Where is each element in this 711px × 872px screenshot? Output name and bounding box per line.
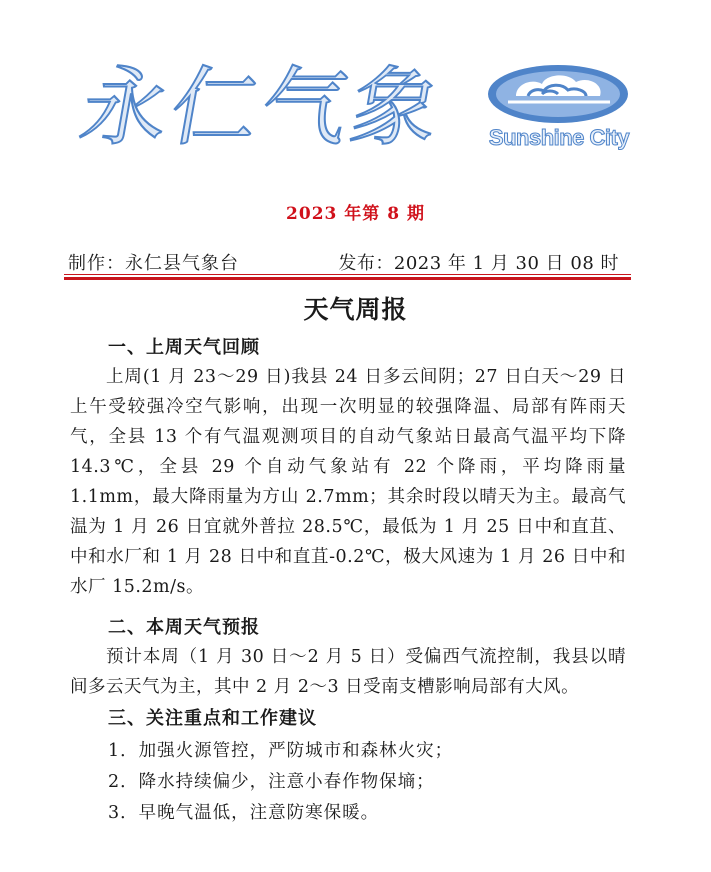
masthead-title: 永仁气象 <box>73 58 451 158</box>
section-body-review: 上周(1 月 23～29 日)我县 24 日多云间阴；27 日白天～29 日上午受较强冷空气影响，出现一次明显的较强降温、局部有阵雨天气，全县 13 个有气温观测项目的自动气象站日最高气温平均下降 14.3℃，全县 29 个自动气象站有 22 个降雨，平均降雨量 1.1mm，最大降雨量为方山 2.7mm；其余时段以晴天为主。最高气温为 1 月 26 日宜就外普拉 28.5℃，最低为 1 月 25 日中和直苴、中和水厂和 1 月 28 日中和直苴-0.2℃，极大风速为 1 月 26 日中和水厂 15.2m/s。 <box>70 367 626 597</box>
section-title-review: 一、上周天气回顾 <box>108 337 260 358</box>
section-title-forecast: 二、本周天气预报 <box>108 617 260 638</box>
release-time: 发布：2023 年 1 月 30 日 08 时 <box>338 253 619 274</box>
section-body-forecast: 预计本周（1 月 30 日～2 月 5 日）受偏西气流控制，我县以晴间多云天气为主，其中 2 月 2～3 日受南支槽影响局部有大风。 <box>70 647 626 697</box>
advice-item: 3．早晚气温低，注意防寒保暖。 <box>108 803 380 823</box>
producer-line: 制作：永仁县气象台 <box>68 253 239 274</box>
issue-number: 2023 年第 8 期 <box>286 204 425 224</box>
header-divider-thick <box>64 277 631 280</box>
logo-caption: Sunshine City <box>488 125 630 150</box>
page-title: 天气周报 <box>303 295 408 324</box>
advice-item: 1．加强火源管控，严防城市和森林火灾； <box>108 741 454 761</box>
section-title-advice: 三、关注重点和工作建议 <box>108 708 317 729</box>
header-divider-thin <box>64 274 631 275</box>
advice-item: 2．降水持续偏少，注意小春作物保墒； <box>108 772 435 792</box>
